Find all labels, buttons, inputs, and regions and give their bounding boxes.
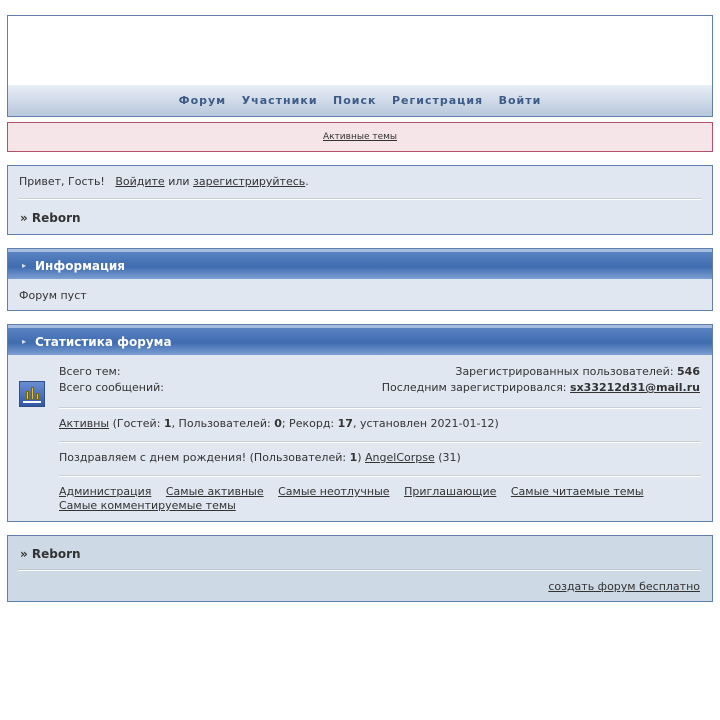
footer-panel: [7, 535, 713, 602]
most-online-link[interactable]: Самые неотлучные: [278, 485, 390, 498]
divider: [19, 198, 701, 200]
birthday-line: [59, 451, 700, 464]
login-link[interactable]: Войдите: [115, 175, 165, 188]
info-section: [7, 248, 713, 311]
users-active-label: , Пользователей:: [171, 417, 275, 430]
stats-header: [8, 325, 712, 355]
stats-chart-icon: [19, 381, 45, 407]
nav-search[interactable]: Поиск: [333, 94, 377, 107]
birthday-count: 1: [349, 451, 358, 464]
create-forum-link[interactable]: создать форум бесплатно: [548, 580, 700, 593]
birthday-age: (31): [434, 451, 461, 464]
or-text: или: [168, 175, 190, 188]
most-commented-link[interactable]: Самые комментируемые темы: [59, 499, 236, 512]
users-label: Зарегистрированных пользователей:: [455, 365, 674, 378]
active-users-line: [59, 417, 700, 430]
record-count: 17: [337, 417, 353, 430]
nav-members[interactable]: Участники: [241, 94, 318, 107]
nav-login[interactable]: Войти: [498, 94, 542, 107]
divider: [59, 475, 701, 477]
guests-count: 1: [163, 417, 172, 430]
main-nav: [8, 85, 712, 116]
birthday-user-link[interactable]: AngelCorpse: [365, 451, 435, 464]
greeting-text: Привет, Гость!: [19, 175, 105, 188]
users-active-count: 0: [274, 417, 282, 430]
posts-label: Всего сообщений:: [59, 381, 164, 394]
users-count: [455, 365, 700, 378]
last-user-link[interactable]: sx33212d31@mail.ru: [570, 381, 700, 394]
topics-label: Всего тем:: [59, 365, 121, 378]
forum-header: [7, 15, 713, 117]
stats-title: Статистика форума: [35, 335, 172, 349]
birthday-close: ): [357, 451, 366, 464]
greeting-line: [19, 175, 309, 188]
users-value: 546: [677, 365, 700, 378]
arrow-icon: ▸: [22, 337, 27, 346]
footer-breadcrumb: » Reborn: [20, 547, 81, 561]
info-header: [8, 249, 712, 279]
welcome-panel: [7, 165, 713, 235]
announcement-bar: [7, 122, 713, 152]
record-label: ; Рекорд:: [281, 417, 338, 430]
divider: [18, 569, 701, 571]
dot-text: .: [305, 175, 309, 188]
info-title: Информация: [35, 259, 125, 273]
divider: [59, 407, 701, 409]
divider: [59, 441, 701, 443]
guests-label: (Гостей:: [109, 417, 164, 430]
record-date: , установлен 2021-01-12): [352, 417, 499, 430]
admin-link[interactable]: Администрация: [59, 485, 152, 498]
birthday-text: Поздравляем с днем рождения! (Пользователей:: [59, 451, 350, 464]
register-link[interactable]: зарегистрируйтесь: [193, 175, 306, 188]
breadcrumb: » Reborn: [20, 211, 81, 225]
nav-register[interactable]: Регистрация: [392, 94, 484, 107]
arrow-icon: ▸: [22, 261, 27, 270]
active-topics-link[interactable]: Активные темы: [322, 132, 398, 142]
most-read-link[interactable]: Самые читаемые темы: [510, 485, 644, 498]
last-registered: [382, 381, 700, 394]
active-users-link[interactable]: Активны: [59, 417, 110, 430]
info-body: Форум пуст: [19, 289, 87, 302]
last-label: Последним зарегистрировался:: [381, 381, 567, 394]
nav-forum[interactable]: Форум: [178, 94, 227, 107]
header-banner: [8, 16, 712, 85]
stats-section: [7, 324, 713, 522]
most-active-link[interactable]: Самые активные: [165, 485, 264, 498]
stats-links: [59, 485, 700, 513]
inviters-link[interactable]: Приглашающие: [404, 485, 497, 498]
